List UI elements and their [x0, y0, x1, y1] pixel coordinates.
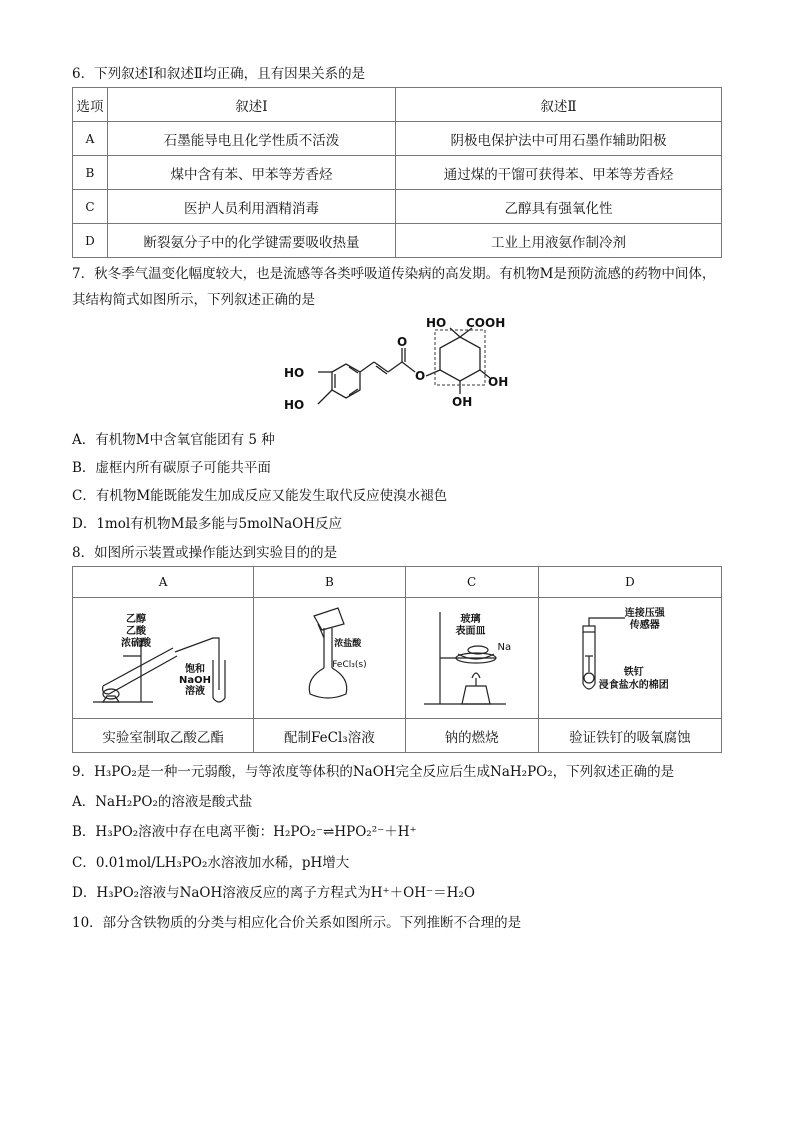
q9-option-d: D．H₃PO₂溶液与NaOH溶液反应的离子方程式为H⁺＋OH⁻＝H₂O — [72, 885, 475, 901]
q6-stem: 6．下列叙述Ⅰ和叙述Ⅱ均正确，且有因果关系的是 — [72, 66, 366, 82]
q6-row-statement1: 断裂氨分子中的化学键需要吸收热量 — [107, 224, 395, 258]
table-row — [73, 190, 722, 224]
q7-option-b: B．虚框内所有碳原子可能共平面 — [72, 460, 271, 476]
q6-row-statement1: 煤中含有苯、甲苯等芳香烃 — [107, 156, 395, 190]
q6-header-row — [73, 88, 722, 122]
q8-caption-d: 验证铁钉的吸氧腐蚀 — [538, 719, 721, 753]
q6-row-statement2: 乙醇具有强氧化性 — [396, 190, 722, 224]
q6-row-letter: B — [73, 156, 108, 190]
label-a-receiver: 饱和 NaOH 溶液 — [179, 664, 211, 697]
benzene-ring — [332, 364, 360, 398]
apparatus-a-cell — [73, 598, 254, 719]
q8-stem: 8．如图所示装置或操作能达到实验目的的是 — [72, 545, 338, 561]
apparatus-c-cell — [405, 598, 538, 719]
label-c-dish: 玻璃 表面皿 — [455, 614, 486, 637]
q7-stem-line1: 7．秋冬季气温变化幅度较大，也是流感等各类呼吸道传染病的高发期。有机物M是预防流感的药物中间体， — [72, 266, 716, 282]
q6-row-letter: C — [73, 190, 108, 224]
label-cooh: COOH — [466, 316, 506, 330]
molecule-structure — [280, 310, 520, 420]
label-b-acid: 浓盐酸 — [334, 639, 362, 649]
q8-header-c: C — [405, 567, 538, 598]
q9-stem: 9．H₃PO₂是一种一元弱酸，与等浓度等体积的NaOH完全反应后生成NaH₂PO₂，下列叙述正确的是 — [72, 764, 675, 780]
apparatus-b-cell — [254, 598, 405, 719]
label-d-sensor: 连接压强 传感器 — [624, 608, 665, 631]
q8-header-d: D — [538, 567, 721, 598]
q9-option-b: B．H₃PO₂溶液中存在电离平衡：H₂PO₂⁻⇌HPO₂²⁻＋H⁺ — [72, 824, 417, 840]
table-row — [73, 156, 722, 190]
q6-header-statement1: 叙述Ⅰ — [107, 88, 395, 122]
q10-stem: 10．部分含铁物质的分类与相应化合价关系如图所示。下列推断不合理的是 — [72, 915, 522, 931]
label-oh-bottom: OH — [452, 395, 473, 409]
q8-caption-b: 配制FeCl₃溶液 — [254, 719, 405, 753]
q8-caption-row — [73, 719, 722, 753]
dashed-box — [435, 330, 485, 385]
label-oh-right: OH — [488, 375, 509, 389]
q6-header-statement2: 叙述Ⅱ — [396, 88, 722, 122]
cyclohexane-ring — [440, 337, 480, 381]
q8-header-row — [73, 567, 722, 598]
apparatus-a-drawing — [73, 598, 253, 714]
q8-caption-a: 实验室制取乙酸乙酯 — [73, 719, 254, 753]
q7-option-c: C．有机物M能既能发生加成反应又能发生取代反应使溴水褪色 — [72, 488, 448, 504]
q8-table — [72, 566, 722, 753]
label-c-na: Na — [497, 642, 512, 653]
q6-row-letter: D — [73, 224, 108, 258]
q9-option-a: A．NaH₂PO₂的溶液是酸式盐 — [72, 794, 253, 810]
q6-row-statement2: 阴极电保护法中可用石墨作辅助阳极 — [396, 122, 722, 156]
q8-apparatus-row — [73, 598, 722, 719]
label-b-solid: FeCl₃(s) — [332, 660, 367, 670]
label-o-carbonyl: O — [397, 335, 408, 349]
q7-option-a: A．有机物M中含氧官能团有 5 种 — [72, 432, 275, 448]
q6-row-letter: A — [73, 122, 108, 156]
q6-row-statement2: 工业上用液氨作制冷剂 — [396, 224, 722, 258]
q7-stem-line2: 其结构简式如图所示，下列叙述正确的是 — [72, 292, 315, 308]
q8-header-a: A — [73, 567, 254, 598]
q6-row-statement1: 医护人员利用酒精消毒 — [107, 190, 395, 224]
label-ho-left1: HO — [284, 366, 305, 380]
table-row — [73, 122, 722, 156]
q9-option-c: C．0.01mol/LH₃PO₂水溶液加水稀，pH增大 — [72, 855, 350, 871]
apparatus-d-cell — [538, 598, 721, 719]
label-ho-top: HO — [426, 316, 447, 330]
q8-header-b: B — [254, 567, 405, 598]
q8-caption-c: 钠的燃烧 — [405, 719, 538, 753]
table-row — [73, 224, 722, 258]
q6-header-option: 选项 — [73, 88, 108, 122]
label-a-reagents: 乙醇 乙酸 浓硫酸 — [121, 614, 151, 649]
q6-row-statement2: 通过煤的干馏可获得苯、甲苯等芳香烃 — [396, 156, 722, 190]
q7-option-d: D．1mol有机物M最多能与5molNaOH反应 — [72, 516, 343, 532]
molecule-drawing — [280, 310, 520, 420]
label-o-ester: O — [415, 369, 426, 383]
q6-row-statement1: 石墨能导电且化学性质不活泼 — [107, 122, 395, 156]
label-d-nail: 铁钉 浸食盐水的棉团 — [598, 667, 669, 691]
q6-table — [72, 87, 722, 258]
apparatus-b-drawing — [254, 598, 404, 714]
label-ho-left2: HO — [284, 398, 305, 412]
